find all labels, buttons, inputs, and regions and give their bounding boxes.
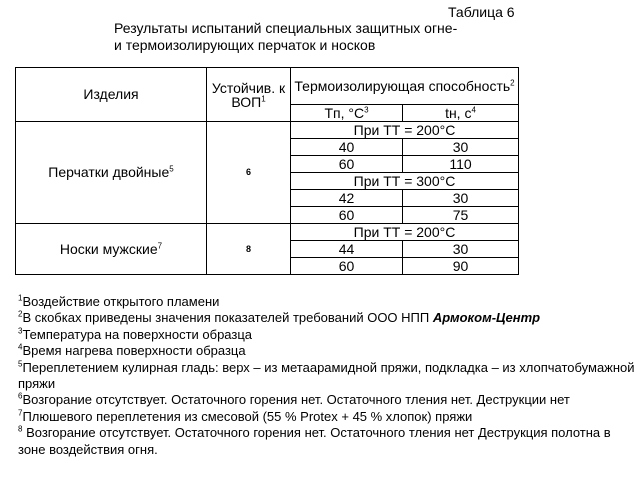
results-table: [15, 67, 519, 275]
title-line-1: Результаты испытаний специальных защитных огне-: [114, 20, 458, 36]
table-cell: 60: [291, 258, 403, 275]
header-resistance: Устойчив. к ВОП$^1$: [207, 68, 291, 122]
footnote: $^6$Возгорание отсутствует. Остаточного горения нет. Остаточного тления нет. Деструкции нет: [18, 392, 570, 408]
table-cell: 30: [403, 190, 519, 207]
table-cell: 60: [291, 156, 403, 173]
table-cell: 44: [291, 241, 403, 258]
page-title: [114, 20, 534, 54]
footnotes: [18, 294, 638, 458]
title-line-2: и термоизолирующих перчаток и носков: [114, 37, 376, 53]
table-cell: 110: [403, 156, 519, 173]
table-cell: 40: [291, 139, 403, 156]
table-cell: 42: [291, 190, 403, 207]
footnote: $^3$Температура на поверхности образца: [18, 326, 253, 342]
header-tn: tн, $с^4$: [403, 105, 519, 122]
footnote: $^5$Переплетением кулирная гладь: верх – из метаарамидной пряжи, подкладка – из хлопчатобумажной пряжи: [18, 359, 635, 392]
footnote: $^2$В скобках приведены значения показателей требований ООО НПП Армоком-Центр: [18, 310, 541, 326]
gloves-resistance: 6: [207, 122, 291, 224]
table-cell: 30: [403, 139, 519, 156]
table-cell: 75: [403, 207, 519, 224]
footnote: $^7$Плюшевого переплетения из смесовой (55 % Protex + 45 % хлопок) пряжи: [18, 408, 473, 424]
table-cell: 90: [403, 258, 519, 275]
socks-resistance: 8: [207, 224, 291, 275]
socks-condition-1: При ТТ = 200°С: [291, 224, 519, 241]
header-item: Изделия: [16, 68, 207, 122]
gloves-condition-2: При ТТ = 300°С: [291, 173, 519, 190]
table-cell: 60: [291, 207, 403, 224]
header-tp: Tп, $^\circ C^3$: [291, 105, 403, 122]
gloves-condition-1: При ТТ = 200°С: [291, 122, 519, 139]
table-caption: Таблица 6: [448, 4, 515, 20]
table-cell: 30: [403, 241, 519, 258]
header-thermal: Термоизолирующая способность$^2$: [291, 68, 519, 105]
footnote: $^1$Воздействие открытого пламени: [18, 293, 220, 309]
footnote: $^4$Время нагрева поверхности образца: [18, 342, 246, 359]
socks-name: Носки мужские$^7$: [16, 224, 207, 275]
gloves-name: Перчатки двойные$^5$: [16, 122, 207, 224]
footnote: $^8$ Возгорание отсутствует. Остаточного горения нет. Остаточного тления нет Деструкция полотна в зоне воздействия огня.: [18, 424, 611, 457]
company-name: Армоком-Центр: [432, 310, 541, 326]
